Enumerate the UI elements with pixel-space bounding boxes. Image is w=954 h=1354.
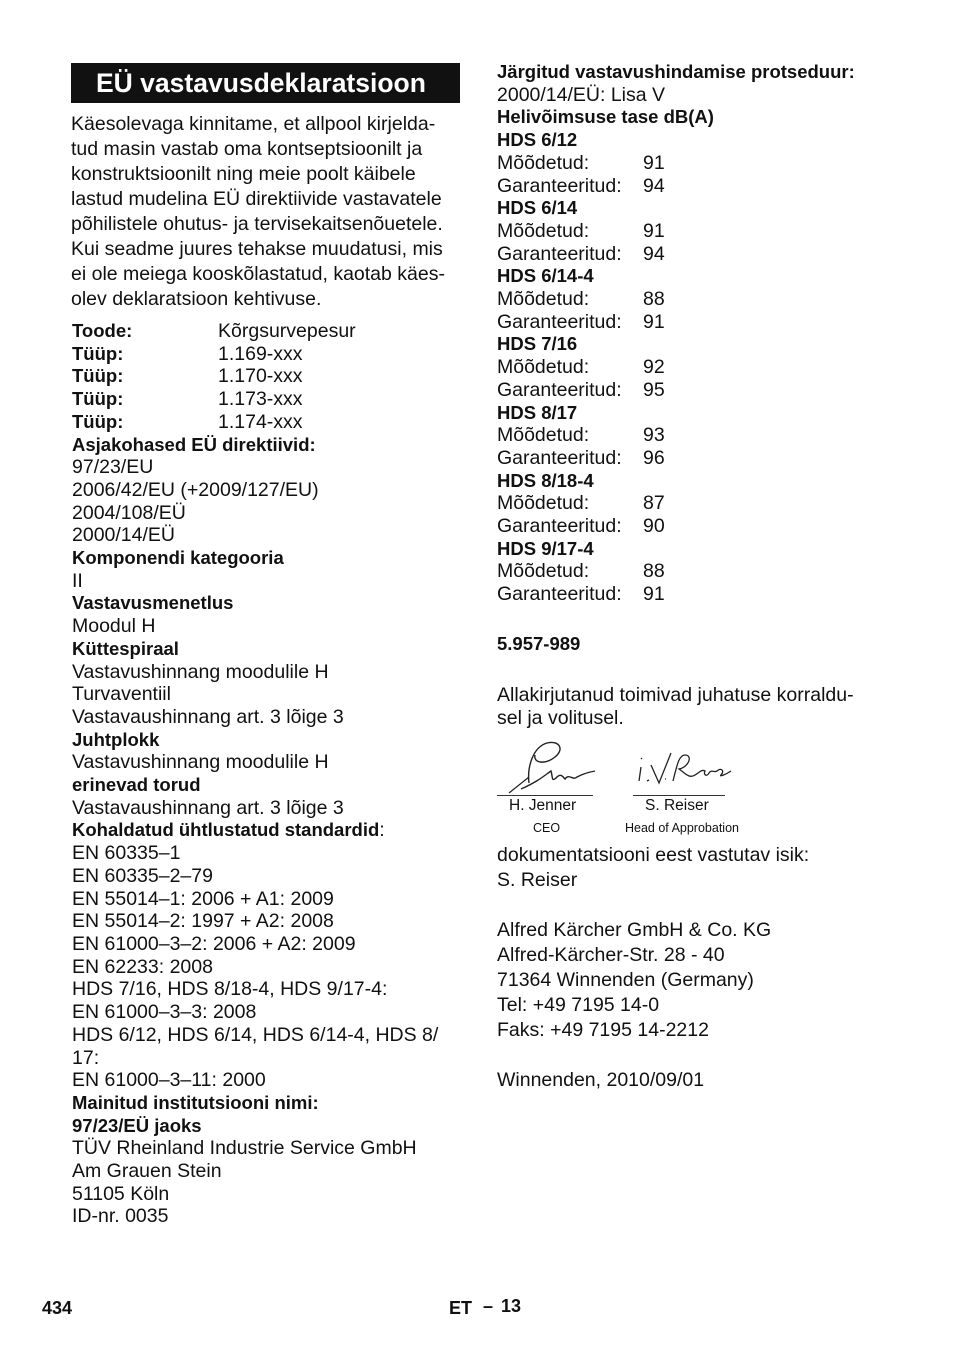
standard-item: EN 60335–1 (72, 842, 181, 865)
directive-item: 97/23/EU (72, 456, 154, 479)
company-line: Tel: +49 7195 14-0 (497, 994, 660, 1017)
institution-line: TÜV Rheinland Industrie Service GmbH (72, 1137, 417, 1160)
right-column (497, 61, 917, 1093)
standard-item: EN 55014–1: 2006 + A1: 2009 (72, 887, 334, 910)
standard-item: EN 61000–3–3: 2008 (72, 1001, 257, 1024)
signer-name: H. Jenner (509, 797, 577, 815)
measured-row (497, 356, 917, 379)
spec-value: 1.173-xxx (218, 388, 303, 411)
spec-value: Kõrgsurvepesur (218, 320, 356, 342)
responsible-name: S. Reiser (497, 869, 578, 892)
standard-item: EN 61000–3–2: 2006 + A2: 2009 (72, 932, 356, 955)
guaranteed-label: Garanteeritud: (497, 310, 622, 333)
model-name: HDS 6/14 (497, 197, 578, 219)
guaranteed-value: 94 (643, 174, 665, 197)
model-name: HDS 7/16 (497, 333, 578, 355)
measured-value: 91 (643, 219, 665, 242)
measured-value: 91 (643, 151, 665, 174)
standards-heading: Kohaldatud ühtlustatud standardid (72, 819, 380, 841)
procedure-heading: Vastavusmenetlus (72, 592, 234, 614)
directive-item: 2000/14/EÜ (72, 524, 175, 547)
control-block-value: Vastavushinnang moodulile H (72, 751, 329, 774)
intro-line: konstruktsioonilt ning meie poolt käibele (71, 163, 416, 185)
measured-value: 93 (643, 424, 665, 447)
measured-row (497, 424, 917, 447)
spec-label: Tüüp: (72, 342, 124, 364)
measured-value: 88 (643, 288, 665, 311)
guaranteed-value: 91 (643, 310, 665, 333)
measured-row (497, 288, 917, 311)
page-number: 434 (42, 1298, 73, 1318)
model-name: HDS 9/17-4 (497, 537, 594, 559)
page-title: EÜ vastavusdeklaratsioon (71, 63, 460, 103)
assessment-heading: Järgitud vastavushindamise protseduur: (497, 61, 855, 82)
section-page-number: 13 (501, 1296, 522, 1316)
measured-row (497, 492, 917, 515)
spec-value: 1.170-xxx (218, 365, 303, 388)
guaranteed-label: Garanteeritud: (497, 515, 622, 538)
left-column (72, 320, 464, 1228)
measured-row (497, 152, 917, 175)
spec-label: Tüüp: (72, 365, 124, 387)
guaranteed-label: Garanteeritud: (497, 446, 622, 469)
institution-line: Am Grauen Stein (72, 1160, 222, 1183)
spec-value: 1.169-xxx (218, 342, 303, 365)
measured-label: Mõõdetud: (497, 288, 590, 311)
measured-label: Mõõdetud: (497, 219, 590, 242)
measured-label: Mõõdetud: (497, 492, 590, 515)
guaranteed-label: Garanteeritud: (497, 242, 622, 265)
spec-row (72, 388, 464, 411)
guaranteed-row (497, 379, 917, 402)
guaranteed-value: 95 (643, 378, 665, 401)
guaranteed-label: Garanteeritud: (497, 378, 622, 401)
signature-jenner (499, 737, 599, 797)
standard-item: EN 55014–2: 1997 + A2: 2008 (72, 910, 334, 933)
standard-item: EN 62233: 2008 (72, 955, 213, 978)
guaranteed-value: 94 (643, 242, 665, 265)
model-name: HDS 8/17 (497, 401, 578, 423)
heating-coil-line: Vastavushinnang moodulile H (72, 660, 329, 683)
intro-line: põhilistele ohutus- ja tervisekaitsenõuetele. (71, 213, 443, 235)
spec-row (72, 411, 464, 434)
company-line: 71364 Winnenden (Germany) (497, 969, 754, 992)
intro-line: lastud mudelina EÜ direktiivide vastavatele (71, 188, 442, 210)
measured-value: 88 (643, 560, 665, 583)
standard-item: HDS 6/12, HDS 6/14, HDS 6/14-4, HDS 8/ (72, 1023, 439, 1046)
sound-heading: Helivõimsuse tase dB(A) (497, 106, 714, 128)
signed-text-line: sel ja volitusel. (497, 706, 624, 729)
guaranteed-row (497, 243, 917, 266)
document-number: 5.957-989 (497, 632, 581, 654)
directives-heading: Asjakohased EÜ direktiivid: (72, 433, 316, 455)
heating-coil-heading: Küttespiraal (72, 637, 179, 659)
measured-row (497, 220, 917, 243)
directive-item: 2004/108/EÜ (72, 501, 186, 524)
procedure-value: Moodul H (72, 615, 156, 638)
guaranteed-row (497, 583, 917, 606)
assessment-value: 2000/14/EÜ: Lisa V (497, 83, 666, 106)
spec-row (72, 365, 464, 388)
company-line: Alfred-Kärcher-Str. 28 - 40 (497, 944, 725, 967)
intro-line: Käesolevaga kinnitame, et allpool kirjelda- (71, 113, 436, 135)
standard-item: HDS 7/16, HDS 8/18-4, HDS 9/17-4: (72, 978, 388, 1001)
spec-label: Tüüp: (72, 410, 124, 432)
signer-name: S. Reiser (645, 797, 709, 815)
guaranteed-value: 90 (643, 515, 665, 538)
category-heading: Komponendi kategooria (72, 547, 284, 569)
standard-item: 17: (72, 1046, 100, 1069)
standards-colon: : (379, 819, 385, 842)
guaranteed-label: Garanteeritud: (497, 583, 622, 606)
spec-label: Tüüp: (72, 388, 124, 410)
category-value: II (72, 569, 83, 592)
company-line: Alfred Kärcher GmbH & Co. KG (497, 919, 772, 942)
signed-text-line: Allakirjutanud toimivad juhatuse korraldu- (497, 683, 854, 706)
spec-value: 1.174-xxx (218, 410, 303, 433)
standard-item: EN 60335–2–79 (72, 864, 213, 887)
guaranteed-row (497, 447, 917, 470)
model-name: HDS 8/18-4 (497, 469, 594, 491)
signer-role: CEO (533, 821, 561, 836)
guaranteed-value: 91 (643, 583, 665, 606)
institution-line: ID-nr. 0035 (72, 1205, 169, 1228)
guaranteed-row (497, 515, 917, 538)
model-name: HDS 6/14-4 (497, 265, 594, 287)
intro-line: Kui seadme juures tehakse muudatusi, mis (71, 238, 443, 260)
spec-label: Toode: (72, 320, 133, 341)
standard-item: EN 61000–3–11: 2000 (72, 1069, 266, 1092)
signature-reiser (635, 745, 735, 789)
heating-coil-line: Vastavaushinnang art. 3 lõige 3 (72, 705, 344, 728)
spec-row (72, 320, 464, 343)
guaranteed-label: Garanteeritud: (497, 174, 622, 197)
measured-row (497, 560, 917, 583)
model-name: HDS 6/12 (497, 129, 578, 151)
guaranteed-row (497, 311, 917, 334)
institution-line: 51105 Köln (72, 1182, 170, 1205)
company-line: Faks: +49 7195 14-2212 (497, 1019, 709, 1042)
measured-label: Mõõdetud: (497, 151, 590, 174)
spec-row (72, 343, 464, 366)
intro-paragraph (71, 112, 463, 312)
pipes-heading: erinevad torud (72, 774, 201, 796)
heating-coil-line: Turvaventiil (72, 683, 171, 706)
measured-label: Mõõdetud: (497, 560, 590, 583)
intro-line: tud masin vastab oma kontseptsioonilt ja (71, 138, 423, 160)
measured-value: 92 (643, 356, 665, 379)
measured-label: Mõõdetud: (497, 424, 590, 447)
pipes-value: Vastavaushinnang art. 3 lõige 3 (72, 796, 344, 819)
intro-line: olev deklaratsioon kehtivuse. (71, 288, 322, 310)
place-date: Winnenden, 2010/09/01 (497, 1069, 705, 1092)
footer-dash: – (483, 1296, 494, 1316)
measured-label: Mõõdetud: (497, 356, 590, 379)
responsible-label: dokumentatsiooni eest vastutav isik: (497, 844, 810, 867)
intro-line: ei ole meiega kooskõlastatud, kaotab käes- (71, 263, 445, 285)
contact-block (497, 843, 917, 1093)
guaranteed-value: 96 (643, 446, 665, 469)
guaranteed-row (497, 175, 917, 198)
measured-value: 87 (643, 492, 665, 515)
signature-block (497, 737, 917, 836)
footer-language: ET (449, 1298, 473, 1318)
signer-role: Head of Approbation (625, 821, 739, 836)
institution-subheading: 97/23/EÜ jaoks (72, 1114, 202, 1136)
control-block-heading: Juhtplokk (72, 728, 160, 750)
institution-heading: Mainitud institutsiooni nimi: (72, 1091, 319, 1113)
directive-item: 2006/42/EU (+2009/127/EU) (72, 478, 319, 501)
standards-heading-line (72, 819, 464, 842)
